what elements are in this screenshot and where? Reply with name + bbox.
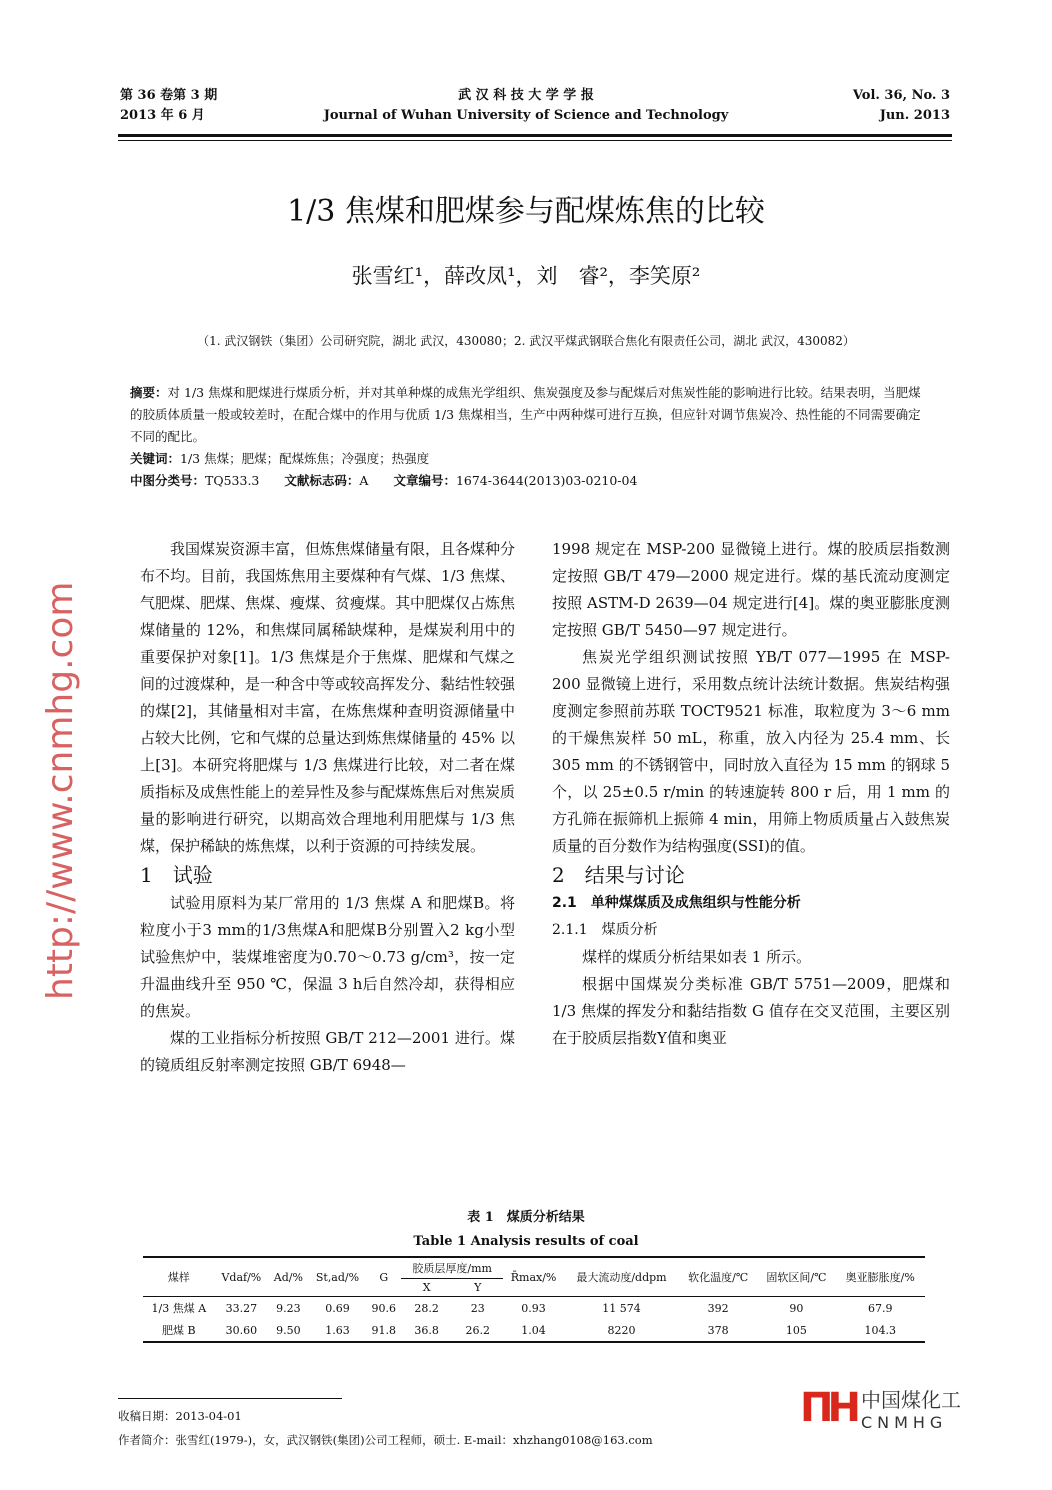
table-cell: 392	[707, 1301, 729, 1315]
header-center	[290, 86, 762, 126]
header-right	[853, 86, 950, 126]
logo-mark-icon: ΠΗ	[800, 1385, 855, 1431]
table-cell: 30.60	[225, 1323, 258, 1337]
paper-title: 1/3 焦煤和肥煤参与配煤炼焦的比较	[287, 194, 765, 229]
paragraph: 煤的工业指标分析按照 GB/T 212—2001 进行。煤的镜质组反射率测定按照 GB/T 6948—	[140, 1029, 515, 1074]
affiliation: （1. 武汉钢铁（集团）公司研究院，湖北 武汉，430080；2. 武汉平煤武钢联合焦化有限责任公司，湖北 武汉，430082）	[197, 334, 855, 348]
cnmhg-logo	[800, 1384, 961, 1432]
table-cell: 28.2	[414, 1301, 439, 1315]
abstract-text: 对 1/3 焦煤和肥煤进行煤质分析，并对其单种煤的成焦光学组织、焦炭强度及参与配煤后对焦炭性能的影响进行比较。结果表明，当肥煤的胶质体质量一般或较差时，在配合煤中的作用与优质 1/3 焦煤相当，生产中两种煤可进行互换，但应针对调节焦炭冷、热性能的不同需要确定不同的配比。	[130, 385, 921, 444]
authors: 张雪红¹，薛改凤¹，刘 睿²，李笑原²	[351, 264, 701, 288]
table-header: St,ad/%	[315, 1270, 360, 1284]
table-cell: 105	[785, 1323, 807, 1337]
paragraph: 根据中国煤炭分类标准 GB/T 5751—2009，肥煤和 1/3 焦煤的挥发分和黏结指数 G 值存在交叉范围，主要区别在于胶质层指数Y值和奥亚	[552, 975, 950, 1047]
table-cell: 67.9	[867, 1301, 893, 1315]
section-heading: 2 结果与讨论	[552, 863, 685, 887]
logo-text-en: CNMHG	[860, 1413, 948, 1432]
keywords-label: 关键词：	[130, 451, 181, 466]
received-date: 收稿日期：2013-04-01	[118, 1409, 242, 1423]
volume-en: Vol. 36, No. 3	[852, 88, 950, 103]
logo-text-cn: 中国煤化工	[860, 1388, 961, 1412]
coal-analysis-table	[143, 1256, 925, 1343]
table-cell: 9.50	[276, 1323, 301, 1337]
table-header: G	[379, 1270, 389, 1284]
paragraph: 煤样的煤质分析结果如表 1 所示。	[582, 948, 812, 966]
table-cell: 91.8	[371, 1323, 396, 1337]
table-cell: 1/3 焦煤 A	[151, 1302, 207, 1315]
table-cell: 11 574	[602, 1301, 641, 1315]
table-cell: 23	[470, 1301, 485, 1315]
table-caption	[0, 1206, 1052, 1254]
paragraph: 焦炭光学组织测试按照 YB/T 077—1995 在 MSP-200 显微镜上进行，采用数点统计法统计数据。焦炭结构强度测定参照前苏联 TOCT9521 标准，取粒度为 3～6 mm 的干燥焦炭样 50 mL，称重，放入内径为 25.4 mm、长 305 mm 的不锈钢管中，同时放入直径为 15 mm 的钢球 5 个，以 25±0.5 r/min 的转速旋转 800 r 后，用 1 mm 的方孔筛在振筛机上振筛 4 min，用筛上物质质量占入鼓焦炭质量的百分数作为结构强度(SSI)的值。	[552, 648, 950, 855]
table-header: Vdaf/%	[221, 1270, 262, 1284]
subsubsection-heading: 2.1.1 煤质分析	[552, 922, 658, 938]
watermark: http://www.cnmhg.com	[40, 581, 81, 1000]
table-header: 奥亚膨胀度/%	[845, 1271, 915, 1284]
table-cell: 33.27	[225, 1301, 258, 1315]
table-cell: 肥煤 B	[162, 1324, 196, 1337]
table-cell: 378	[707, 1323, 729, 1337]
table-header: Y	[474, 1281, 482, 1294]
table-header: 软化温度/℃	[688, 1271, 749, 1284]
doc-code: A	[359, 473, 369, 488]
volume-cn: 第 36 卷第 3 期	[120, 88, 218, 103]
footnote-rule	[118, 1398, 342, 1399]
header-rule	[118, 134, 952, 137]
table-row	[143, 1297, 925, 1320]
table-caption-cn: 表 1 煤质分析结果	[467, 1210, 585, 1225]
table-cell: 0.93	[521, 1301, 546, 1315]
author-bio: 作者简介：张雪红(1979-)，女，武汉钢铁(集团)公司工程师，硕士. E-mail：xhzhang0108@163.com	[118, 1433, 653, 1447]
table-cell: 104.3	[864, 1323, 896, 1337]
journal-en: Journal of Wuhan University of Science and Technology	[323, 108, 729, 123]
section-heading: 1 试验	[140, 863, 213, 887]
subsection-heading: 2.1 单种煤煤质及成焦组织与性能分析	[552, 895, 801, 911]
table-cell: 1.63	[325, 1323, 350, 1337]
table-cell: 0.69	[325, 1301, 350, 1315]
paragraph: 我国煤炭资源丰富，但炼焦煤储量有限，且各煤种分布不均。目前，我国炼焦用主要煤种有气煤、1/3 焦煤、气肥煤、肥煤、焦煤、瘦煤、贫瘦煤。其中肥煤仅占炼焦煤储量的 12%，和焦煤同属稀缺煤种，是煤炭利用中的重要保护对象[1]。1/3 焦煤是介于焦煤、肥煤和气煤之间的过渡煤种，是一种含中等或较高挥发分、黏结性较强的煤[2]，其储量相对丰富，在炼焦煤种查明资源储量中占较大比例，它和气煤的总量达到炼焦煤储量的 45% 以上[3]。本研究将肥煤与 1/3 焦煤进行比较，对二者在煤质指标及成焦性能上的差异性及参与配煤炼焦后对焦炭质量的影响进行研究，以期高效合理地利用肥煤与 1/3 焦煤，保护稀缺的炼焦煤，以利于资源的可持续发展。	[140, 540, 516, 855]
left-column	[140, 536, 515, 1079]
doc-label: 文献标志码：	[284, 473, 360, 488]
table-cell: 90.6	[371, 1301, 396, 1315]
header-left	[120, 86, 217, 126]
article-number: 1674-3644(2013)03-0210-04	[455, 473, 638, 488]
table-cell: 90	[789, 1301, 804, 1315]
paragraph: 试验用原料为某厂常用的 1/3 焦煤 A 和肥煤B。将粒度小于3 mm的1/3焦煤A和肥煤B分别置入2 kg小型试验焦炉中，装煤堆密度为0.70～0.73 g/cm³，按一定升温曲线升至 950 ℃，保温 3 h后自然冷却，获得相应的焦炭。	[140, 894, 515, 1020]
article-label: 文章编号：	[393, 473, 456, 488]
table-cell: 36.8	[414, 1323, 439, 1337]
abstract-label: 摘要：	[130, 385, 168, 400]
keywords: 1/3 焦煤；肥煤；配煤炼焦；冷强度；热强度	[180, 451, 430, 466]
table-header: 最大流动度/ddpm	[576, 1271, 667, 1284]
abstract-block	[130, 382, 930, 492]
clc-label: 中图分类号：	[130, 473, 206, 488]
table-header: 固软区间/℃	[766, 1271, 827, 1284]
table-header: X	[422, 1281, 431, 1294]
header-rule-thin	[118, 140, 952, 141]
table-cell: 26.2	[465, 1323, 490, 1337]
table-row	[143, 1319, 925, 1342]
date-cn: 2013 年 6 月	[120, 108, 205, 123]
table-header: R̄max/%	[510, 1270, 557, 1284]
table-cell: 8220	[607, 1323, 636, 1337]
table-header: 胶质层厚度/mm	[401, 1257, 503, 1279]
table-cell: 9.23	[276, 1301, 301, 1315]
table-header: 煤样	[167, 1271, 190, 1284]
date-en: Jun. 2013	[879, 108, 950, 123]
journal-cn: 武 汉 科 技 大 学 学 报	[458, 88, 594, 103]
table-header: Ad/%	[273, 1270, 303, 1284]
paragraph: 1998 规定在 MSP-200 显微镜上进行。煤的胶质层指数测定按照 GB/T 479—2000 规定进行。煤的基氏流动度测定按照 ASTM-D 2639—04 规定进行[4]。煤的奥亚膨胀度测定按照 GB/T 5450—97 规定进行。	[552, 540, 950, 639]
clc: TQ533.3	[205, 473, 260, 488]
table-caption-en: Table 1 Analysis results of coal	[413, 1234, 639, 1249]
table-cell: 1.04	[521, 1323, 546, 1337]
right-column	[552, 536, 950, 1052]
